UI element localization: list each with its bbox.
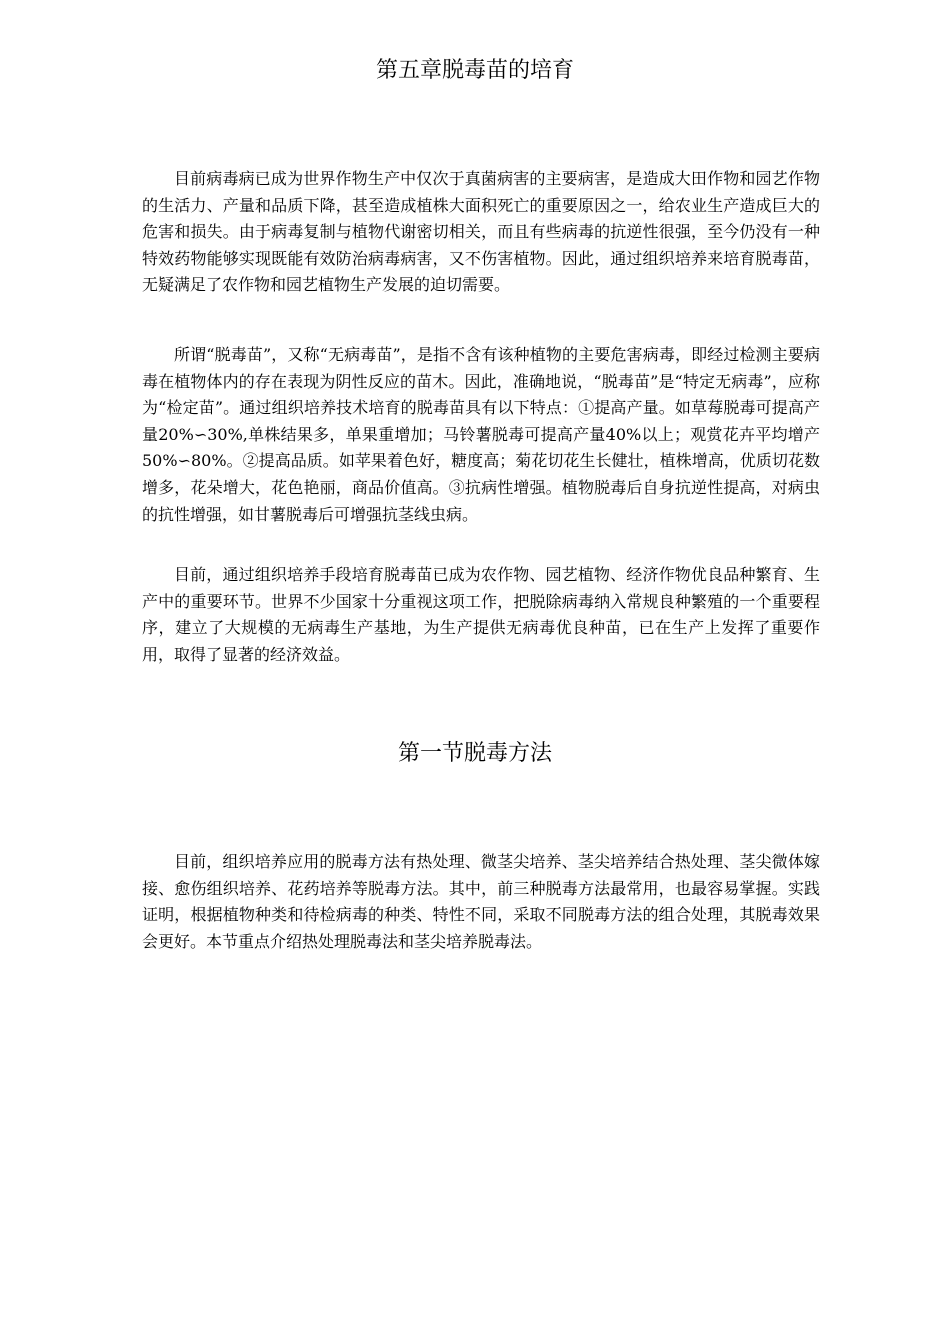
intro-paragraph-virus-disease: 目前病毒病已成为世界作物生产中仅次于真菌病害的主要病害，是造成大田作物和园艺作物的生活力、产量和品质下降，甚至造成植株大面积死亡的重要原因之一，给农业生产造成巨大的危害和损失。由于病毒复制与植物代谢密切相关，而且有些病毒的抗逆性很强，至今仍没有一种特效药物能够实现既能有效防治病毒病害，又不伤害植物。因此，通过组织培养来培育脱毒苗，无疑满足了农作物和园艺植物生产发展的迫切需要。: [142, 169, 820, 295]
chapter-title: 第五章脱毒苗的培育: [375, 58, 574, 83]
section-paragraph-methods: 目前，组织培养应用的脱毒方法有热处理、微茎尖培养、茎尖培养结合热处理、茎尖微体嫁接、愈伤组织培养、花药培养等脱毒方法。其中，前三种脱毒方法最常用，也最容易掌握。实践证明，根据植物种类和待检病毒的种类、特性不同，采取不同脱毒方法的组合处理，其脱毒效果会更好。本节重点介绍热处理脱毒法和茎尖培养脱毒法。: [142, 852, 820, 951]
intro-paragraph-importance: 目前，通过组织培养手段培育脱毒苗已成为农作物、园艺植物、经济作物优良品种繁育、生产中的重要环节。世界不少国家十分重视这项工作，把脱除病毒纳入常规良种繁殖的一个重要程序，建立了大规模的无病毒生产基地，为生产提供无病毒优良种苗，已在生产上发挥了重要作用，取得了显著的经济效益。: [142, 565, 820, 664]
section-title: 第一节脱毒方法: [397, 741, 552, 766]
intro-paragraph-virus-free-definition: 所谓“脱毒苗”，又称“无病毒苗”，是指不含有该种植物的主要危害病毒，即经过检测主要病毒在植物体内的存在表现为阴性反应的苗木。因此，准确地说，“脱毒苗”是“特定无病毒”，应称为“检定苗”。通过组织培养技术培育的脱毒苗具有以下特点：①提高产量。如草莓脱毒可提高产量20%∽30%,单株结果多，单果重增加；马铃薯脱毒可提高产量40%以上；观赏花卉平均增产50%∽80%。②提高品质。如苹果着色好，糖度高；菊花切花生长健壮，植株增高，优质切花数增多，花朵增大，花色艳丽，商品价值高。③抗病性增强。植物脱毒后自身抗逆性提高，对病虫的抗性增强，如甘薯脱毒后可增强抗茎线虫病。: [142, 345, 820, 524]
